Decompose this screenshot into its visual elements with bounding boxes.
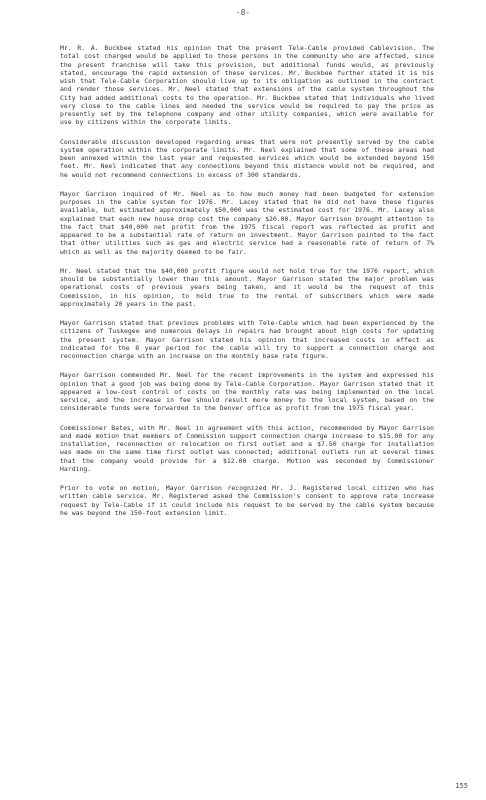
paragraph-8: Prior to vote on motion, Mayor Garrison recognized Mr. J. Registered local citizen who has written cable service. Mr. Registered asked the Commission's consent to approve rate increase request by Tele-Cable if it could include his request to be served by the cable system because he was beyond the 150-foot extension limit. [60, 484, 434, 517]
document-body [60, 44, 434, 528]
paragraph-3: Mayor Garrison inquired of Mr. Neel as to how much money had been budgeted for extension purposes in the cable system for 1976. Mr. Lacey stated that he did not have these figures available, but estimated approximately $50,000 was the estimated cost for 1976. Mr. Lacey also explained that each new house drop cost the company $20.00. Mayor Garrison brought attention to the fact that $40,000 net profit from the 1975 fiscal report was reflected as profit and appeared to be a substantial rate of return on investment. Mayor Garrison pointed to the fact that other utilities such as gas and electric service had a reasonable rate of return of 7% which as well as the majority deemed to be fair. [60, 189, 434, 256]
paragraph-7: Commissioner Bates, with Mr. Neel in agreement with this action, recommended by Mayor Garrison and made motion that members of Commission support connection charge increase to $15.00 for any installation, reconnection or relocation on first outlet and a $7.50 charge for installation was made on the same time first outlet was connected; additional outlets run at several times that the company would provide for a $12.00 charge. Motion was seconded by Commissioner Harding. [60, 423, 434, 473]
footer-mark: 155 [455, 782, 468, 790]
paragraph-5: Mayor Garrison stated that previous problems with Tele-Cable which had been experienced by the citizens of Tuskegee and numerous delays in repairs had brought about high costs for updating the present system. Mayor Garrison stated his opinion that increased costs in effect as indicated for the 8 year period for the cable will try to support a connection charge and reconnection charge with an increase on the monthly base rate figure. [60, 319, 434, 360]
paragraph-1: Mr. R. A. Buckbee stated his opinion that the present Tele-Cable provided Cablevision. The total cost charged would be applied to those persons in the community who are affected, since the present franchise will take this provision, but additional funds would, as previously stated, encourage the rapid extension of these services. Mr. Buckbee further stated it is his wish that Tele-Cable Corporation should live up to its obligation as outlined in the contract and render those services. Mr. Neel stated that extensions of the cable system throughout the City had added additional costs to the operation. Mr. Buckbee stated that individuals who lived very close to the cable lines and needed the service would be required to pay the price as presently set by the telephone company and other utility companies, which were available for use by citizens within the corporate limits. [60, 44, 434, 127]
paragraph-2: Considerable discussion developed regarding areas that were not presently served by the cable system operation within the corporate limits. Mr. Neel explained that some of these areas had been annexed within the last year and requested services which would be extended beyond 150 feet. Mr. Neel indicated that any connections beyond this distance would not be required, and he would not recommend connections in excess of 300 standards. [60, 137, 434, 179]
paragraph-4: Mr. Neel stated that the $40,000 profit figure would not hold true for the 1976 report, which should be substantially lower than this amount. Mayor Garrison stated the major problem was operational costs of previous years being taken, and it would be the request of this Commission, in his opinion, to hold true to the rental of subscribers which were made approximately 20 years in the past. [60, 266, 434, 308]
page-number: -8- [235, 8, 251, 17]
paragraph-6: Mayor Garrison commended Mr. Neel for the recent improvements in the system and expressed his opinion that a good job was being done by Tele-Cable Corporation. Mayor Garrison stated that it appeared a low-cost control of costs on the monthly rate was being implemented on the local service, and the increase in fee should result more money to the local system, based on the considerable funds were forwarded to the Denver office as profit from the 1975 fiscal year. [60, 371, 434, 413]
